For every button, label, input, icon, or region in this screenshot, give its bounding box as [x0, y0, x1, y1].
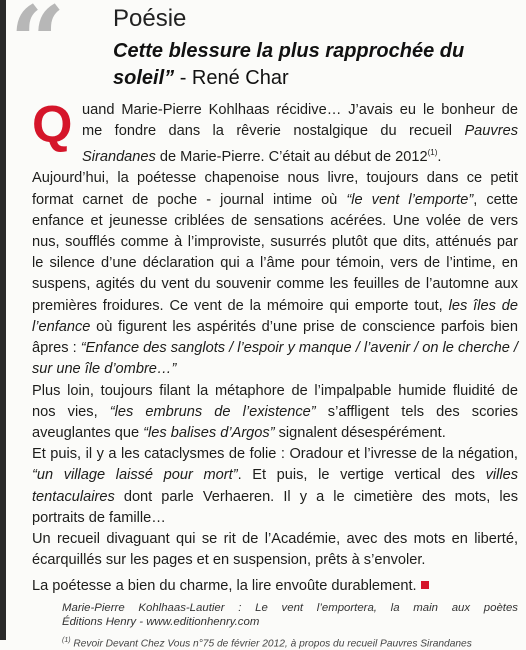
paragraph-5: Un recueil divaguant qui se rit de l’Académie, avec des mots en liberté, écarquillés sur les pages et en suspension, prêts à s’envoler.	[32, 530, 518, 569]
footnote	[62, 634, 472, 650]
p2-text-e: où figurent les aspérités d’une prise de conscience parfois bien âpres :	[32, 318, 518, 357]
p4-text-a: Et puis, il y a les cataclysmes de folie : Oradour et l’ivresse de la négation,	[32, 446, 518, 463]
footnote-text: Revoir Devant Chez Vous n°75 de février 2012, à propos du recueil Pauvres Sirandanes	[70, 638, 472, 650]
footnote-ref: (1)	[62, 637, 71, 644]
p3-text-a: Plus loin, toujours filant la métaphore de l’impalpable humide fluidité de nos vies,	[32, 382, 518, 420]
p4-text-e: dont parle Verhaeren. Il y a le cimetière des mots, les portraits de famille…	[32, 488, 518, 526]
book-credit	[62, 601, 518, 629]
paragraph-1	[32, 96, 518, 168]
p2-quote-b: “le vent l’emporte”	[346, 191, 474, 208]
p2-text-c: , cette enfance et jeunesse criblées de sensations acérées. Une volée de vers nus, soufflés comme à l’improviste, susurrés plutôt que dits, atténués par le silence d’une déclaration qui a l’âme pour témoin, vers de l’intime, en suspens, agités du vent du souvenir comme les feuilles de l’automne aux premières froidures. Ce vent de la mémoire qui emporte tout,	[32, 191, 518, 314]
p1-text-c: de Marie-Pierre. C’était au début de 2012	[155, 149, 428, 166]
p3-quote-b: “les embruns de l’existence”	[109, 403, 316, 420]
end-mark-icon	[421, 581, 429, 589]
p4-quote-d: villes tentaculaires	[32, 467, 518, 505]
p1-book-title: Pauvres Sirandanes	[82, 123, 518, 166]
section-heading: Poésie	[113, 5, 187, 32]
credit-line-1: Marie-Pierre Kohlhaas-Lautier : Le vent l’emportera, la main aux poètes	[62, 602, 518, 614]
p4-text-c: . Et puis, le vertige vertical des	[237, 467, 486, 484]
title-author: René Char	[191, 67, 289, 89]
p3-text-e: signalent désespérément.	[274, 424, 446, 441]
p1-footnote-ref: (1)	[427, 148, 438, 158]
credit-line-2: Éditions Henry - www.editionhenry.com	[62, 616, 260, 628]
paragraph-2	[32, 168, 518, 380]
p1-text-a: uand Marie-Pierre Kohlhaas récidive… J’avais eu le bonheur de me fondre dans la rêverie nostalgique du recueil	[82, 102, 518, 140]
p3-quote-d: “les balises d’Argos”	[143, 424, 275, 441]
article-title	[113, 38, 518, 92]
drop-cap: Q	[32, 96, 73, 154]
p2-quote-d: les îles de l’enfance	[32, 297, 519, 335]
paragraph-4	[32, 444, 518, 529]
p2-quote-f: “Enfance des sanglots / l’espoir y manque / l’avenir / on le cherche / sur une île d’ombre…”	[32, 340, 518, 378]
article-body	[32, 96, 519, 598]
p4-quote-b: “un village laissé pour mort”	[32, 467, 238, 484]
paragraph-6	[32, 576, 518, 597]
p6-text: La poétesse a bien du charme, la lire envoûte durablement.	[32, 578, 417, 595]
p2-text-a: Aujourd’hui, la poétesse chapenoise nous livre, toujours dans ce petit format carnet de poche - journal intime où	[32, 170, 518, 208]
p1-text-d: .	[437, 149, 442, 166]
paragraph-3	[32, 381, 518, 445]
page-edge	[0, 0, 6, 640]
quote-mark-icon: “	[10, 0, 60, 98]
title-separator: -	[174, 67, 192, 89]
title-quote: Cette blessure la plus rapprochée du soleil”	[113, 40, 465, 89]
p3-text-c: s’affligent tels des scories aveuglantes que	[32, 403, 518, 441]
